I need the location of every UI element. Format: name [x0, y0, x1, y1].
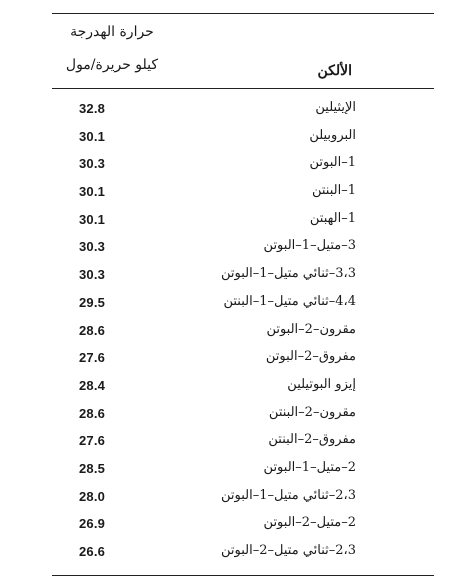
- table-row: [52, 207, 434, 235]
- alkene-name: 4،4–ثنائي متيل–1–البنتن: [223, 293, 356, 309]
- table-row: [52, 428, 434, 456]
- heat-value: 30.1: [79, 128, 106, 144]
- alkene-name: 3،3–ثنائي متيل–1–البوتن: [220, 266, 356, 282]
- heat-value: 28.5: [79, 460, 106, 476]
- heat-value: 29.5: [79, 294, 106, 310]
- heat-value: 28.6: [79, 322, 106, 338]
- heat-value: 30.3: [79, 156, 106, 172]
- heat-value: 30.3: [79, 239, 106, 255]
- table-row: [52, 234, 434, 262]
- alkene-name: 3–متيل–1–البوتن: [263, 238, 356, 254]
- alkene-name: 2،3–ثنائي متيل–2–البوتن: [220, 543, 356, 558]
- table-row: [52, 318, 434, 346]
- heat-of-hydrogenation-table: [52, 13, 434, 576]
- heat-value: 27.6: [79, 350, 106, 366]
- alkene-name: 2،3–ثنائي متيل–1–البوتن: [220, 487, 356, 503]
- table-row: [52, 262, 434, 290]
- heat-value: 28.4: [79, 377, 106, 393]
- alkene-name: مقرون–2–البوتن: [266, 321, 356, 337]
- heat-value: 26.9: [79, 516, 106, 532]
- table-row: [52, 179, 434, 207]
- heat-value: 32.8: [79, 101, 106, 116]
- alkene-name: البروبيلن: [309, 127, 356, 143]
- table-row: [52, 511, 434, 539]
- table-row: [52, 151, 434, 179]
- alkene-name: 1–البنتن: [311, 183, 356, 199]
- alkene-name: إيزو البوتيلين: [287, 376, 356, 392]
- heat-value: 30.3: [79, 267, 106, 283]
- table-bottom-rule: [52, 575, 434, 576]
- table-row: [52, 401, 434, 429]
- table-row: [52, 96, 434, 124]
- table-header: [52, 14, 434, 88]
- table-row: [52, 456, 434, 484]
- heat-value: 26.6: [79, 544, 106, 559]
- alkene-name: مقرون–2–البنتن: [268, 404, 356, 420]
- alkene-name: الإيثيلين: [315, 100, 356, 115]
- table-row: [52, 539, 434, 567]
- table-body: [52, 89, 434, 575]
- heat-value: 27.6: [79, 433, 106, 449]
- alkene-name: 1–الهبتن: [309, 210, 356, 226]
- table-row: [52, 484, 434, 512]
- heat-header-line2: كيلو حريرة/مول: [65, 57, 159, 73]
- heat-value: 30.1: [79, 211, 106, 227]
- alkene-name: مفروق–2–البنتن: [268, 432, 356, 448]
- table-row: [52, 290, 434, 318]
- table-row: [52, 373, 434, 401]
- alkene-name: مفروق–2–البوتن: [265, 349, 356, 365]
- heat-value: 28.6: [79, 405, 106, 421]
- alkene-name: 1–البوتن: [309, 155, 356, 171]
- table-row: [52, 124, 434, 152]
- table-row: [52, 345, 434, 373]
- alkene-name: 2–متيل–2–البوتن: [263, 515, 356, 531]
- heat-value: 30.1: [79, 184, 106, 200]
- heat-value: 28.0: [79, 488, 106, 504]
- alkene-name: 2–متيل–1–البوتن: [263, 459, 356, 475]
- alkene-column-header: الألكن: [317, 63, 352, 79]
- heat-header-line1: حرارة الهدرجة: [70, 24, 154, 40]
